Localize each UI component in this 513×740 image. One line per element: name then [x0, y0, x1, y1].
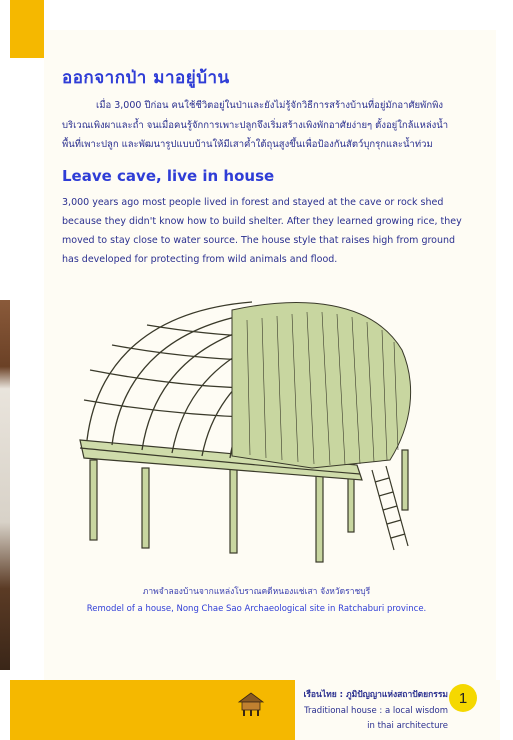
figure-caption-thai: ภาพจำลองบ้านจากแหล่งโบราณคดีหนองแช่เสา จังหวัดราชบุรี — [142, 587, 371, 597]
thai-paragraph: เมื่อ 3,000 ปีก่อน คนใช้ชีวิตอยู่ในป่าและยังไม่รู้จักวิธีการสร้างบ้านที่อยู่มักอาศัยพักพิงบริเวณเพิงผาและถ้ำ จนเมื่อคนรู้จักการเพาะปลูกจึงเริ่มสร้างเพิงพักอาศัยง่ายๆ ตั้งอยู่ใกล้แหล่งน้ำพื้นที่เพาะปลูก และพัฒนารูปแบบบ้านให้มีเสาค้ำใต้ถุนสูงขึ้นเพื่อป้องกันสัตว์บุกรุกและน้ำท่วม — [62, 100, 449, 150]
top-yellow-tab — [10, 0, 44, 58]
english-heading: Leave cave, live in house — [62, 167, 275, 185]
thai-heading: ออกจากป่า มาอยู่บ้าน — [62, 68, 230, 88]
footer-series-title — [300, 688, 448, 735]
footer-series-thai: เรือนไทย : ภูมิปัญญาแห่งสถาปัตยกรรม — [303, 690, 448, 700]
thatch-roof — [232, 303, 411, 468]
figure-caption-english: Remodel of a house, Nong Chae Sao Archaeological site in Ratchaburi province. — [86, 604, 427, 614]
footer-series-english-line1: Traditional house : a local wisdom — [304, 705, 448, 716]
thai-house-icon — [236, 690, 266, 718]
english-paragraph: 3,000 years ago most people lived in forest and stayed at the cave or rock shed because they didn't know how to build shelter. After they learned growing rice, they moved to stay close to water source. The house style that raises high from ground has developed for protecting from wild animals and flood. — [62, 197, 462, 265]
left-photo-strip — [0, 300, 10, 670]
footer-series-english-line2: in thai architecture — [367, 721, 448, 731]
stilt-house-illustration — [72, 290, 452, 570]
page-number-badge: 1 — [449, 684, 477, 712]
